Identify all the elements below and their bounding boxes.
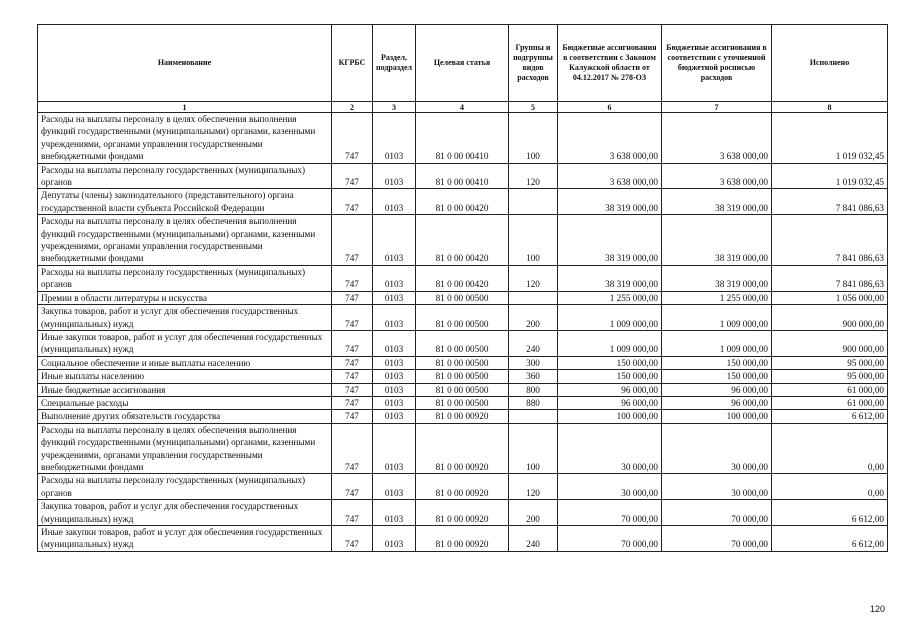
row-kgrbs: 747: [332, 410, 373, 423]
row-kgrbs: 747: [332, 163, 373, 189]
row-section: 0103: [373, 163, 416, 189]
row-kgrbs: 747: [332, 265, 373, 291]
row-name: Расходы на выплаты персоналу в целях обеспечения выполнения функций государственными (муниципальными) органами, казенными учреждениями, органами управления государственными внебюджетными фондами: [38, 423, 332, 474]
row-kgrbs: 747: [332, 474, 373, 500]
row-section: 0103: [373, 474, 416, 500]
row-section: 0103: [373, 291, 416, 304]
header-kgrbs: КГРБС: [332, 25, 373, 102]
table-row: [38, 474, 888, 500]
row-kgrbs: 747: [332, 330, 373, 356]
row-refined-allocation: 30 000,00: [662, 474, 772, 500]
row-executed: 61 000,00: [772, 396, 888, 409]
row-expense-group: 240: [509, 330, 558, 356]
column-number: 2: [332, 102, 373, 113]
row-name: Расходы на выплаты персоналу государственных (муниципальных) органов: [38, 265, 332, 291]
column-number: 7: [662, 102, 772, 113]
row-law-allocation: 30 000,00: [558, 423, 662, 474]
row-expense-group: 120: [509, 265, 558, 291]
row-law-allocation: 96 000,00: [558, 383, 662, 396]
table-row: [38, 356, 888, 369]
table-row: [38, 305, 888, 331]
row-target: 81 0 00 00920: [416, 500, 509, 526]
row-section: 0103: [373, 305, 416, 331]
row-executed: 6 612,00: [772, 526, 888, 552]
column-number: 1: [38, 102, 332, 113]
table-row: [38, 526, 888, 552]
row-expense-group: 240: [509, 526, 558, 552]
row-target: 81 0 00 00920: [416, 526, 509, 552]
row-section: 0103: [373, 396, 416, 409]
row-target: 81 0 00 00500: [416, 305, 509, 331]
row-target: 81 0 00 00410: [416, 163, 509, 189]
row-target: 81 0 00 00420: [416, 265, 509, 291]
header-law-allocations: Бюджетные ассигнования в соответствии с Законом Калужской области от 04.12.2017 № 278-ОЗ: [558, 25, 662, 102]
row-refined-allocation: 1 255 000,00: [662, 291, 772, 304]
row-target: 81 0 00 00420: [416, 189, 509, 215]
row-refined-allocation: 70 000,00: [662, 526, 772, 552]
table-row: [38, 423, 888, 474]
row-law-allocation: 70 000,00: [558, 500, 662, 526]
row-section: 0103: [373, 356, 416, 369]
column-number: 5: [509, 102, 558, 113]
row-target: 81 0 00 00410: [416, 113, 509, 164]
row-law-allocation: 38 319 000,00: [558, 215, 662, 266]
row-executed: 1 056 000,00: [772, 291, 888, 304]
table-row: [38, 396, 888, 409]
row-expense-group: 100: [509, 215, 558, 266]
row-executed: 7 841 086,63: [772, 215, 888, 266]
table-body: [38, 113, 888, 552]
budget-table: [37, 24, 888, 552]
column-number: 8: [772, 102, 888, 113]
table-row: [38, 113, 888, 164]
header-section: Раздел, подраздел: [373, 25, 416, 102]
table-row: [38, 215, 888, 266]
row-law-allocation: 96 000,00: [558, 396, 662, 409]
row-target: 81 0 00 00500: [416, 383, 509, 396]
row-kgrbs: 747: [332, 526, 373, 552]
row-executed: 61 000,00: [772, 383, 888, 396]
row-law-allocation: 30 000,00: [558, 474, 662, 500]
row-expense-group: 200: [509, 305, 558, 331]
row-expense-group: 200: [509, 500, 558, 526]
row-name: Иные бюджетные ассигнования: [38, 383, 332, 396]
row-expense-group: 800: [509, 383, 558, 396]
row-refined-allocation: 3 638 000,00: [662, 163, 772, 189]
row-name: Депутаты (члены) законодательного (представительного) органа государственной власти субъекта Российской Федерации: [38, 189, 332, 215]
row-expense-group: 100: [509, 113, 558, 164]
row-name: Закупка товаров, работ и услуг для обеспечения государственных (муниципальных) нужд: [38, 500, 332, 526]
row-section: 0103: [373, 500, 416, 526]
column-number: 3: [373, 102, 416, 113]
row-expense-group: 120: [509, 163, 558, 189]
row-law-allocation: 150 000,00: [558, 356, 662, 369]
row-target: 81 0 00 00920: [416, 423, 509, 474]
row-refined-allocation: 150 000,00: [662, 356, 772, 369]
row-executed: 1 019 032,45: [772, 113, 888, 164]
row-name: Расходы на выплаты персоналу в целях обеспечения выполнения функций государственными (муниципальными) органами, казенными учреждениями, органами управления государственными внебюджетными фондами: [38, 113, 332, 164]
row-refined-allocation: 38 319 000,00: [662, 215, 772, 266]
row-section: 0103: [373, 215, 416, 266]
row-target: 81 0 00 00500: [416, 330, 509, 356]
row-law-allocation: 1 255 000,00: [558, 291, 662, 304]
row-executed: 6 612,00: [772, 500, 888, 526]
row-refined-allocation: 100 000,00: [662, 410, 772, 423]
row-executed: 7 841 086,63: [772, 189, 888, 215]
row-refined-allocation: 96 000,00: [662, 396, 772, 409]
header-target: Целевая статья: [416, 25, 509, 102]
row-refined-allocation: 1 009 000,00: [662, 305, 772, 331]
table-row: [38, 410, 888, 423]
row-target: 81 0 00 00500: [416, 370, 509, 383]
header-refined-allocations: Бюджетные ассигнования в соответствии с уточненной бюджетной росписью расходов: [662, 25, 772, 102]
row-law-allocation: 100 000,00: [558, 410, 662, 423]
column-number: 6: [558, 102, 662, 113]
row-target: 81 0 00 00420: [416, 215, 509, 266]
row-executed: 0,00: [772, 474, 888, 500]
column-number-row: [38, 102, 888, 113]
page-number: 120: [870, 604, 886, 614]
row-target: 81 0 00 00500: [416, 356, 509, 369]
table-row: [38, 189, 888, 215]
row-executed: 1 019 032,45: [772, 163, 888, 189]
row-kgrbs: 747: [332, 189, 373, 215]
row-law-allocation: 150 000,00: [558, 370, 662, 383]
row-kgrbs: 747: [332, 113, 373, 164]
row-name: Закупка товаров, работ и услуг для обеспечения государственных (муниципальных) нужд: [38, 305, 332, 331]
row-refined-allocation: 38 319 000,00: [662, 265, 772, 291]
row-section: 0103: [373, 113, 416, 164]
header-row: [38, 25, 888, 102]
row-kgrbs: 747: [332, 500, 373, 526]
row-section: 0103: [373, 370, 416, 383]
row-executed: 7 841 086,63: [772, 265, 888, 291]
table-row: [38, 265, 888, 291]
row-expense-group: 100: [509, 423, 558, 474]
row-refined-allocation: 30 000,00: [662, 423, 772, 474]
table-row: [38, 500, 888, 526]
row-law-allocation: 38 319 000,00: [558, 265, 662, 291]
row-refined-allocation: 3 638 000,00: [662, 113, 772, 164]
row-name: Иные выплаты населению: [38, 370, 332, 383]
row-name: Специальные расходы: [38, 396, 332, 409]
row-law-allocation: 3 638 000,00: [558, 163, 662, 189]
table-row: [38, 383, 888, 396]
row-section: 0103: [373, 265, 416, 291]
row-name: Иные закупки товаров, работ и услуг для обеспечения государственных (муниципальных) нужд: [38, 330, 332, 356]
row-kgrbs: 747: [332, 215, 373, 266]
row-section: 0103: [373, 410, 416, 423]
row-executed: 900 000,00: [772, 305, 888, 331]
row-target: 81 0 00 00920: [416, 410, 509, 423]
table-row: [38, 291, 888, 304]
row-name: Иные закупки товаров, работ и услуг для обеспечения государственных (муниципальных) нужд: [38, 526, 332, 552]
row-name: Социальное обеспечение и иные выплаты населению: [38, 356, 332, 369]
row-refined-allocation: 150 000,00: [662, 370, 772, 383]
row-name: Выполнение других обязательств государства: [38, 410, 332, 423]
row-law-allocation: 70 000,00: [558, 526, 662, 552]
row-expense-group: 120: [509, 474, 558, 500]
row-refined-allocation: 38 319 000,00: [662, 189, 772, 215]
table-row: [38, 163, 888, 189]
row-law-allocation: 3 638 000,00: [558, 113, 662, 164]
header-name: Наименование: [38, 25, 332, 102]
table-row: [38, 370, 888, 383]
table-row: [38, 330, 888, 356]
row-kgrbs: 747: [332, 383, 373, 396]
row-target: 81 0 00 00500: [416, 396, 509, 409]
header-expense-groups: Группы и подгруппы видов расходов: [509, 25, 558, 102]
row-expense-group: 880: [509, 396, 558, 409]
row-refined-allocation: 96 000,00: [662, 383, 772, 396]
row-target: 81 0 00 00500: [416, 291, 509, 304]
row-kgrbs: 747: [332, 423, 373, 474]
column-number: 4: [416, 102, 509, 113]
row-law-allocation: 38 319 000,00: [558, 189, 662, 215]
row-executed: 900 000,00: [772, 330, 888, 356]
row-executed: 0,00: [772, 423, 888, 474]
row-executed: 95 000,00: [772, 356, 888, 369]
row-law-allocation: 1 009 000,00: [558, 305, 662, 331]
row-name: Расходы на выплаты персоналу государственных (муниципальных) органов: [38, 163, 332, 189]
row-name: Премии в области литературы и искусства: [38, 291, 332, 304]
row-section: 0103: [373, 423, 416, 474]
row-expense-group: [509, 410, 558, 423]
row-law-allocation: 1 009 000,00: [558, 330, 662, 356]
row-executed: 6 612,00: [772, 410, 888, 423]
header-executed: Исполнено: [772, 25, 888, 102]
row-expense-group: 360: [509, 370, 558, 383]
row-expense-group: [509, 189, 558, 215]
row-name: Расходы на выплаты персоналу в целях обеспечения выполнения функций государственными (муниципальными) органами, казенными учреждениями, органами управления государственными внебюджетными фондами: [38, 215, 332, 266]
row-refined-allocation: 70 000,00: [662, 500, 772, 526]
row-executed: 95 000,00: [772, 370, 888, 383]
row-section: 0103: [373, 526, 416, 552]
row-refined-allocation: 1 009 000,00: [662, 330, 772, 356]
row-kgrbs: 747: [332, 356, 373, 369]
row-expense-group: [509, 291, 558, 304]
row-target: 81 0 00 00920: [416, 474, 509, 500]
row-section: 0103: [373, 383, 416, 396]
row-section: 0103: [373, 330, 416, 356]
row-kgrbs: 747: [332, 305, 373, 331]
row-section: 0103: [373, 189, 416, 215]
row-kgrbs: 747: [332, 291, 373, 304]
row-kgrbs: 747: [332, 370, 373, 383]
row-expense-group: 300: [509, 356, 558, 369]
row-kgrbs: 747: [332, 396, 373, 409]
row-name: Расходы на выплаты персоналу государственных (муниципальных) органов: [38, 474, 332, 500]
